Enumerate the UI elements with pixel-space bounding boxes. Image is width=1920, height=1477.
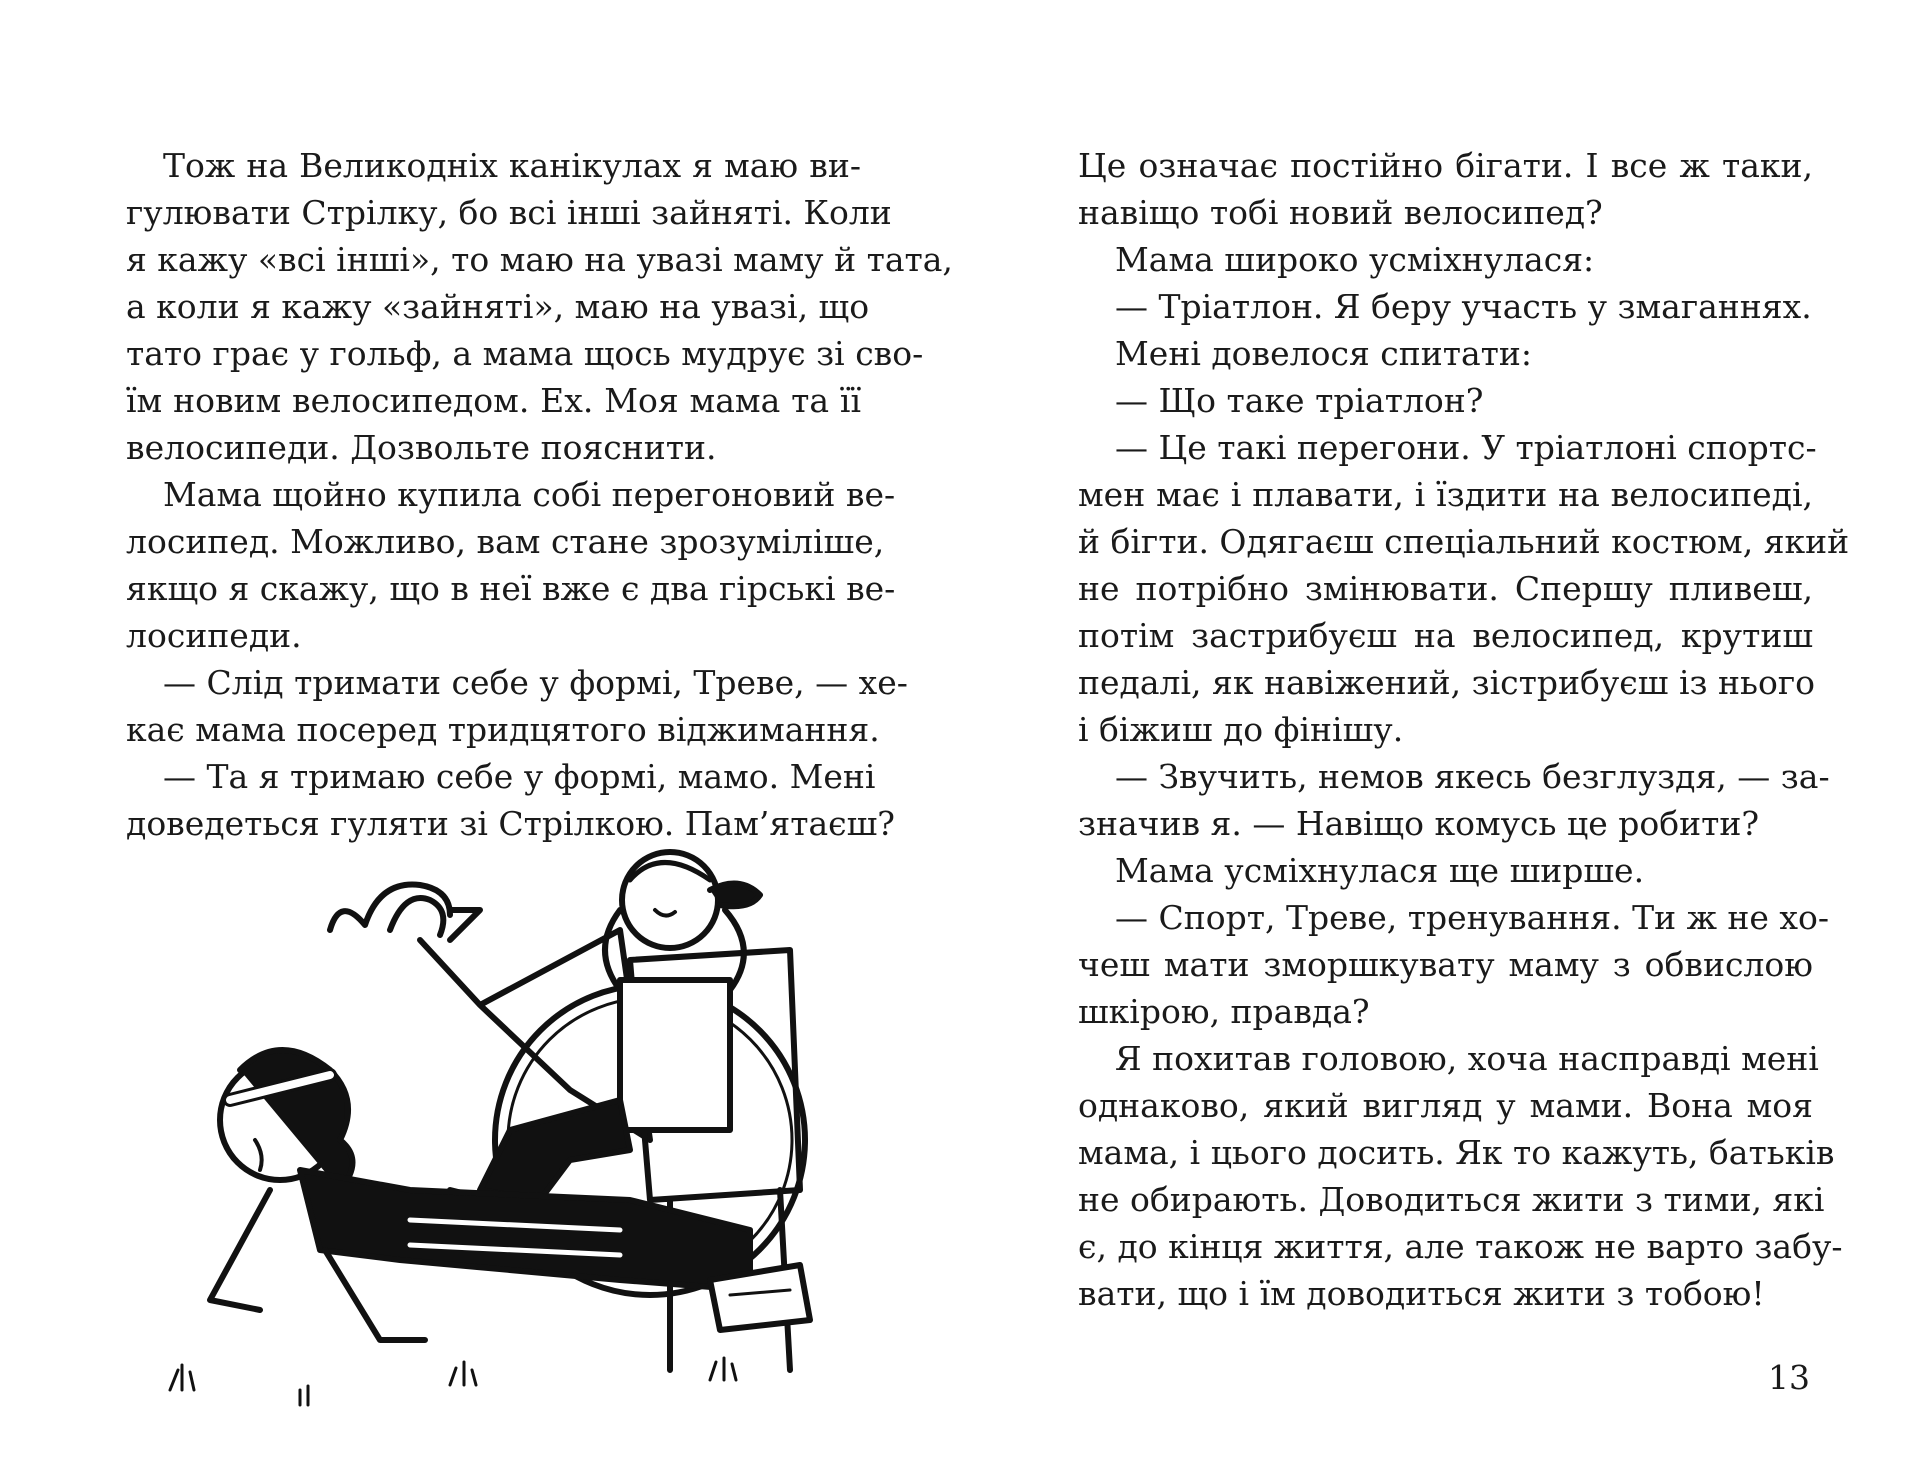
text-line: Це означає постійно бігати. І все ж таки, (1078, 146, 1813, 185)
text-line: чеш мати зморшкувату маму з обвислою (1078, 945, 1813, 984)
boy-head-icon (622, 852, 718, 948)
text-line: Я похитав головою, хоча насправді мені (1115, 1039, 1819, 1078)
text-line: мама, і цього досить. Як то кажуть, батьків (1078, 1133, 1835, 1172)
text-line: вати, що і їм доводиться жити з тобою! (1078, 1274, 1765, 1313)
page-number: 13 (1768, 1358, 1810, 1397)
text-line: Мені довелося спитати: (1115, 334, 1533, 373)
text-line: Мама щойно купила собі перегоновий ве- (163, 475, 896, 514)
text-line: — Що таке тріатлон? (1115, 381, 1484, 420)
text-line: — Та я тримаю себе у формі, мамо. Мені (163, 757, 876, 796)
text-line: не обирають. Доводиться жити з тими, які (1078, 1180, 1825, 1219)
text-line: й бігти. Одягаєш спеціальний костюм, який (1078, 522, 1850, 561)
text-line: Мама широко усміхнулася: (1115, 240, 1595, 279)
text-line: шкірою, правда? (1078, 992, 1370, 1031)
text-line: потім застрибуєш на велосипед, крутиш (1078, 616, 1813, 655)
text-line: — Слід тримати себе у формі, Треве, — хе- (163, 663, 908, 702)
text-line: тато грає у гольф, а мама щось мудрує зі сво- (126, 334, 924, 373)
text-line: їм новим велосипедом. Ех. Моя мама та її (126, 381, 861, 420)
left-column (126, 142, 953, 847)
text-line: — Спорт, Треве, тренування. Ти ж не хо- (1115, 898, 1830, 937)
text-line: мен має і плавати, і їздити на велосипеді, (1078, 475, 1813, 514)
grass-icon (170, 1365, 194, 1390)
text-line: однаково, який вигляд у мами. Вона моя (1078, 1086, 1813, 1125)
text-line: лосипеди. (126, 616, 302, 655)
right-column (1078, 142, 1850, 1317)
illustration-mother-pushups-boy-bicycle-icon (150, 870, 830, 1410)
text-line: якщо я скажу, що в неї вже є два гірські ве- (126, 569, 896, 608)
text-line: є, до кінця життя, але також не варто забу- (1078, 1227, 1843, 1266)
text-line: Тож на Великодніх канікулах я маю ви- (163, 146, 861, 185)
text-line: я кажу «всі інші», то маю на увазі маму й тата, (126, 240, 953, 279)
text-line: — Звучить, немов якесь безглуздя, — за- (1115, 757, 1830, 796)
text-line: лосипед. Можливо, вам стане зрозуміліше, (126, 522, 885, 561)
text-line: не потрібно змінювати. Спершу пливеш, (1078, 569, 1813, 608)
text-line: і біжиш до фінішу. (1078, 710, 1404, 749)
text-line: гулювати Стрілку, бо всі інші зайняті. Коли (126, 193, 892, 232)
text-line: доведеться гуляти зі Стрілкою. Пам’ятаєш? (126, 804, 895, 843)
text-line: а коли я кажу «зайняті», маю на увазі, що (126, 287, 870, 326)
text-line: велосипеди. Дозвольте пояснити. (126, 428, 717, 467)
text-line: — Тріатлон. Я беру участь у змаганнях. (1115, 287, 1812, 326)
text-line: навіщо тобі новий велосипед? (1078, 193, 1603, 232)
text-line: педалі, як навіжений, зістрибуєш із нього (1078, 663, 1815, 702)
text-line: значив я. — Навіщо комусь це робити? (1078, 804, 1760, 843)
text-line: — Це такі перегони. У тріатлоні спортс- (1115, 428, 1817, 467)
text-line: кає мама посеред тридцятого віджимання. (126, 710, 880, 749)
text-line: Мама усміхнулася ще ширше. (1115, 851, 1645, 890)
